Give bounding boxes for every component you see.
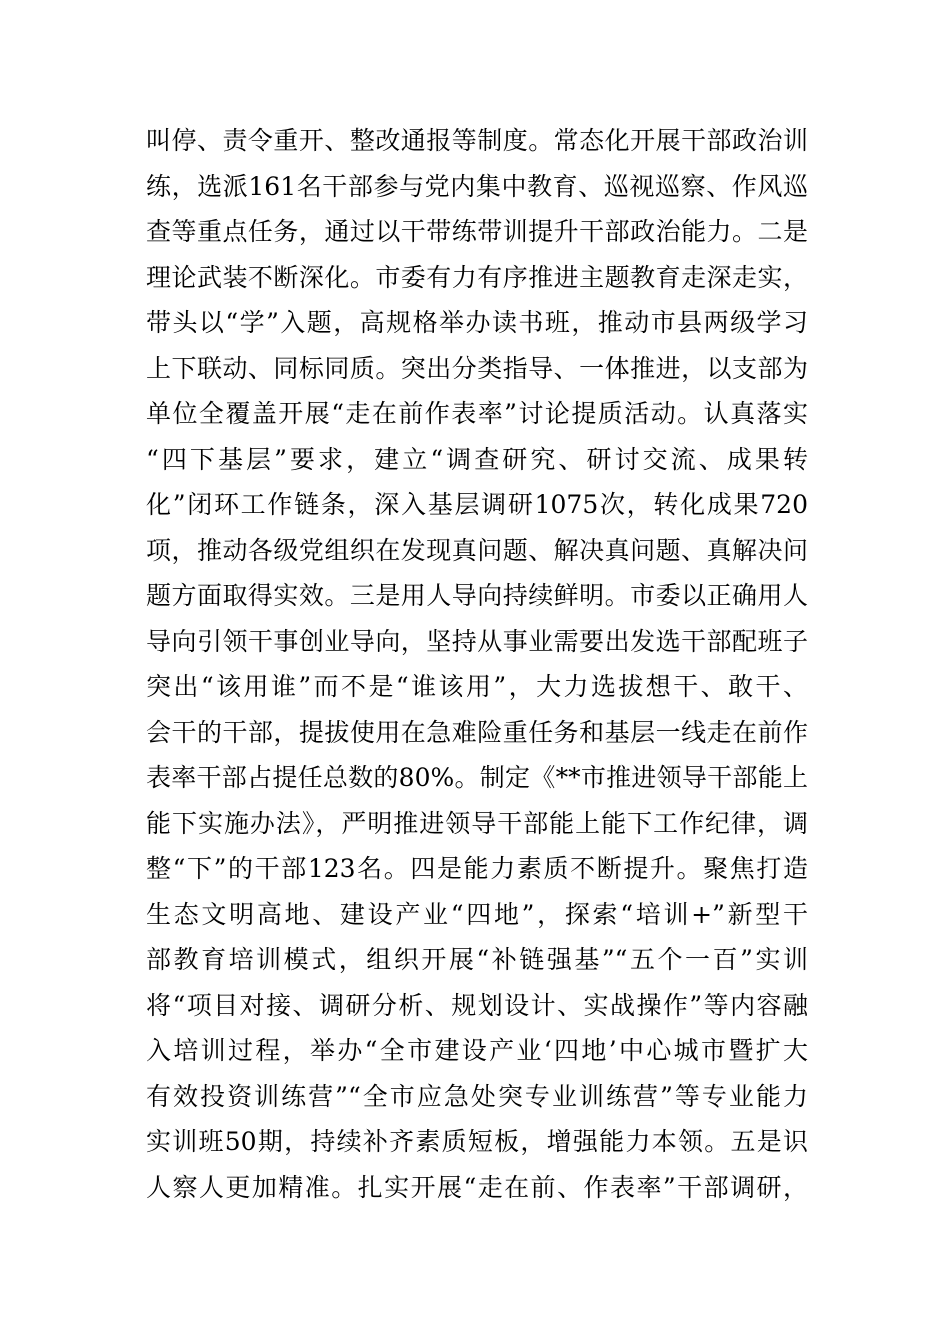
text-line: 表率干部占提任总数的80%。制定《**市推进领导干部能上 bbox=[146, 763, 808, 792]
text-line: 单位全覆盖开展“走在前作表率”讨论提质活动。认真落实 bbox=[146, 399, 808, 428]
text-line: 实训班50期，持续补齐素质短板，增强能力本领。五是识 bbox=[146, 1127, 808, 1156]
text-line: 突出“该用谁”而不是“谁该用”，大力选拔想干、敢干、 bbox=[146, 672, 808, 701]
text-line: 练，选派161名干部参与党内集中教育、巡视巡察、作风巡 bbox=[146, 171, 808, 201]
text-line: 理论武装不断深化。市委有力有序推进主题教育走深走实， bbox=[146, 262, 808, 292]
text-line: 项，推动各级党组织在发现真问题、解决真问题、真解决问 bbox=[146, 535, 808, 565]
text-line: 题方面取得实效。三是用人导向持续鲜明。市委以正确用人 bbox=[146, 581, 808, 610]
body-text bbox=[146, 118, 808, 1210]
text-line: 将“项目对接、调研分析、规划设计、实战操作”等内容融 bbox=[146, 990, 808, 1020]
text-line: 查等重点任务，通过以干带练带训提升干部政治能力。二是 bbox=[146, 217, 808, 246]
text-line: “四下基层”要求，建立“调查研究、研讨交流、成果转 bbox=[146, 444, 808, 474]
text-line: 有效投资训练营”“全市应急处突专业训练营”等专业能力 bbox=[146, 1081, 808, 1111]
text-line: 入培训过程，举办“全市建设产业‘四地’中心城市暨扩大 bbox=[146, 1036, 808, 1065]
text-line: 会干的干部，提拔使用在急难险重任务和基层一线走在前作 bbox=[146, 717, 808, 747]
text-line: 上下联动、同标同质。突出分类指导、一体推进，以支部为 bbox=[146, 353, 808, 383]
text-line: 导向引领干事创业导向，坚持从事业需要出发选干部配班子 bbox=[146, 626, 808, 656]
text-line: 叫停、责令重开、整改通报等制度。常态化开展干部政治训 bbox=[146, 126, 808, 155]
text-line: 部教育培训模式，组织开展“补链强基”“五个一百”实训 bbox=[146, 945, 808, 974]
text-line: 整“下”的干部123名。四是能力素质不断提升。聚焦打造 bbox=[146, 854, 808, 883]
text-line: 能下实施办法》，严明推进领导干部能上能下工作纪律，调 bbox=[146, 808, 808, 838]
text-line: 化”闭环工作链条，深入基层调研1075次，转化成果720 bbox=[146, 490, 808, 519]
text-line: 人察人更加精准。扎实开展“走在前、作表率”干部调研， bbox=[146, 1172, 808, 1202]
text-line: 生态文明高地、建设产业“四地”，探索“培训+”新型干 bbox=[146, 899, 808, 929]
text-line: 带头以“学”入题，高规格举办读书班，推动市县两级学习 bbox=[146, 308, 808, 337]
